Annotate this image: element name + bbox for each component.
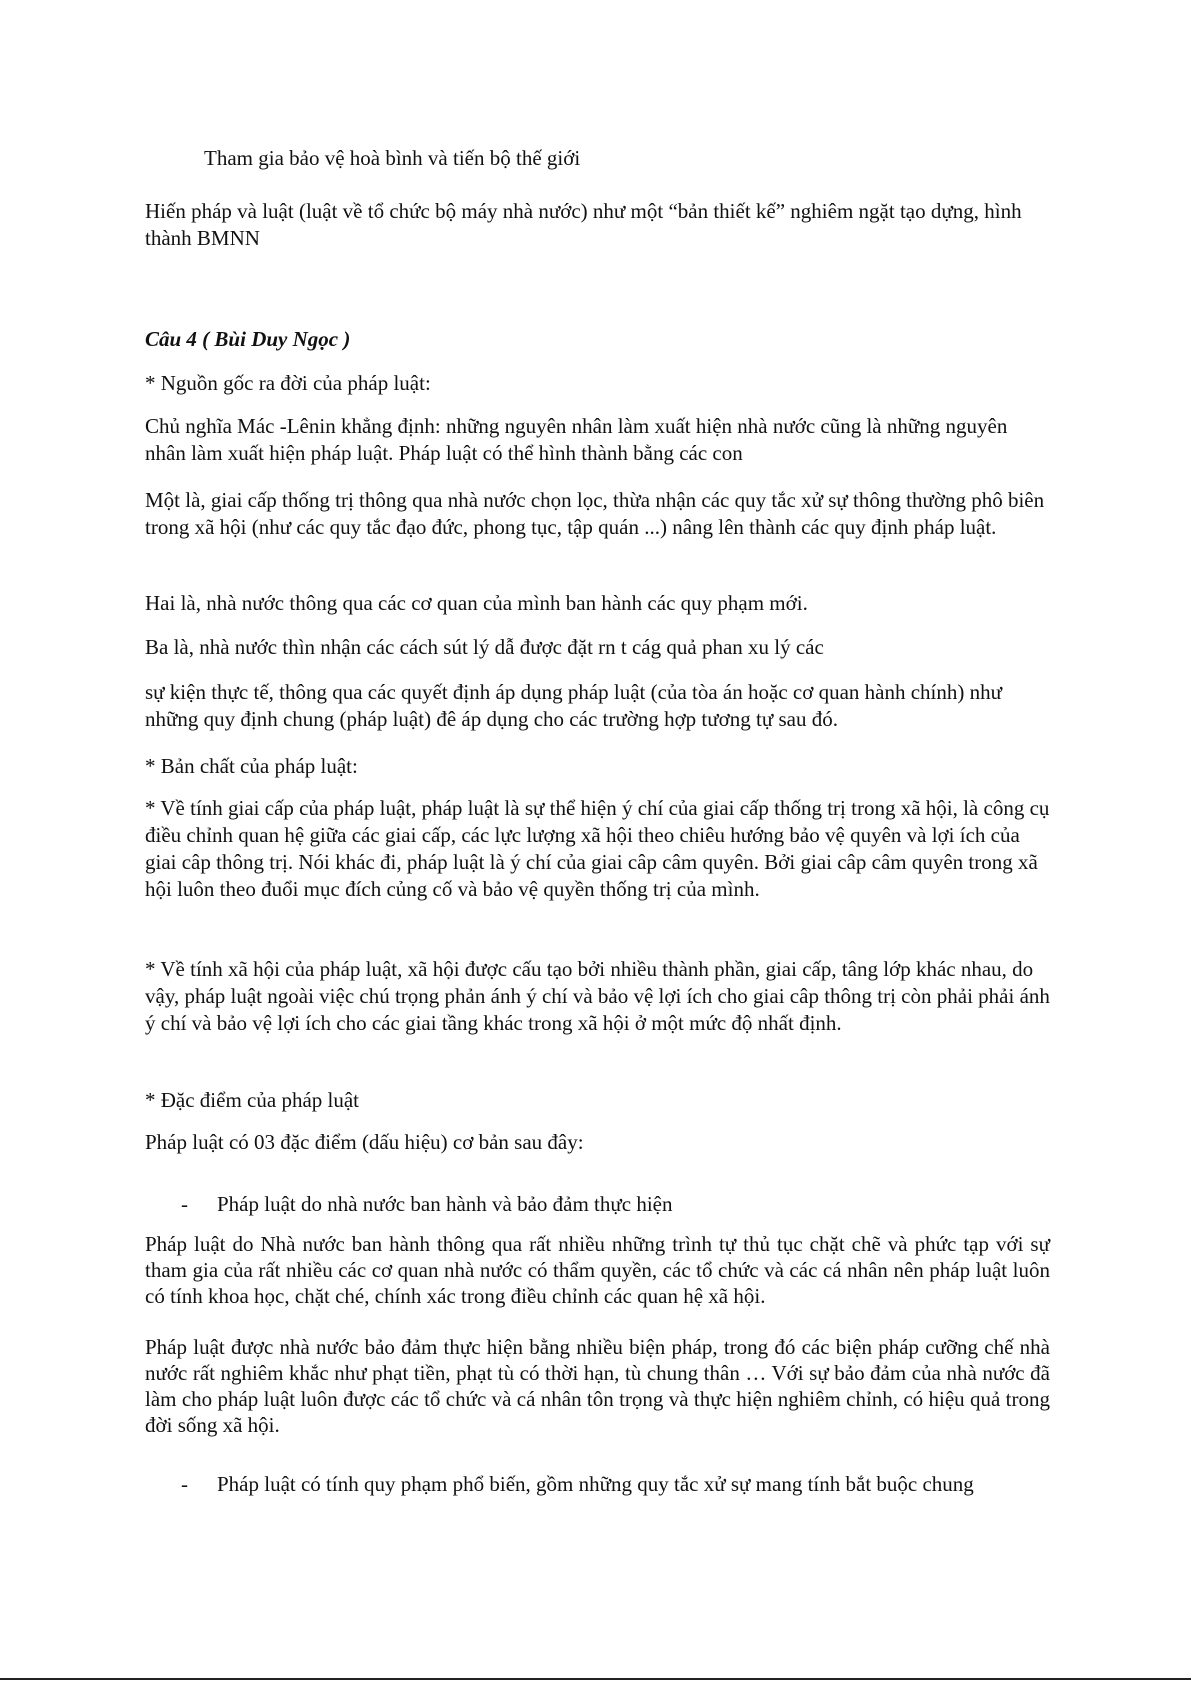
bullet-dash: - <box>181 1192 188 1216</box>
way-two-paragraph: Hai là, nhà nước thông qua các cơ quan của mình ban hành các quy phạm mới. <box>145 591 808 615</box>
bullet-text: Pháp luật do nhà nước ban hành và bảo đảm thực hiện <box>217 1192 673 1216</box>
constitution-paragraph: Hiến pháp và luật (luật về tổ chức bộ máy nhà nước) như một “bản thiết kế” nghiêm ngặt tạo dựng, hình thành BMNN <box>145 199 1022 250</box>
bullet-one-paragraph-a: Pháp luật do Nhà nước ban hành thông qua rất nhiều những trình tự thủ tục chặt chẽ và phức tạp với sự tham gia của rất nhiều các cơ quan nhà nước có thẩm quyền, các tổ chức và các cá nhân nên pháp luật luôn có tính khoa học, chặt ché, chính xác trong điều chỉnh các quan hệ xã hội. <box>145 1232 1050 1308</box>
way-one-paragraph: Một là, giai cấp thống trị thông qua nhà nước chọn lọc, thừa nhận các quy tắc xử sự thông thường phô biên trong xã hội (như các quy tắc đạo đức, phong tục, tập quán ...) nâng lên thành các quy định pháp luật. <box>145 488 1045 539</box>
features-intro: Pháp luật có 03 đặc điểm (dấu hiệu) cơ bản sau đây: <box>145 1130 584 1154</box>
bullet-dash: - <box>181 1472 188 1496</box>
bullet-one-paragraph-b: Pháp luật được nhà nước bảo đảm thực hiện bằng nhiều biện pháp, trong đó các biện pháp cưỡng chế nhà nước rất nghiêm khắc như phạt tiền, phạt tù có thời hạn, tù chung thân … Với sự bảo đảm của nhà nước đã làm cho pháp luật luôn được các tổ chức và cá nhân tôn trọng và thực hiện nghiêm chỉnh, có hiệu quả trong đời sống xã hội. <box>145 1335 1050 1437</box>
way-three-paragraph: Ba là, nhà nước thìn nhận các cách sút lý dẫ được đặt rn t cág quả phan xu lý các <box>145 635 824 659</box>
page-bottom-rule <box>0 1678 1191 1680</box>
origin-paragraph: Chủ nghĩa Mác -Lênin khẳng định: những nguyên nhân làm xuất hiện nhà nước cũng là những nguyên nhân làm xuất hiện pháp luật. Pháp luật có thể hình thành bằng các con <box>145 414 1008 465</box>
features-heading: * Đặc điểm của pháp luật <box>145 1088 359 1112</box>
way-three-continuation: sự kiện thực tế, thông qua các quyết định áp dụng pháp luật (của tòa án hoặc cơ quan hành chính) như những quy định chung (pháp luật) đê áp dụng cho các trường hợp tương tự sau đó. <box>145 680 1002 731</box>
intro-line: Tham gia bảo vệ hoà bình và tiến bộ thế giới <box>204 146 581 170</box>
nature-heading: * Bản chất của pháp luật: <box>145 754 358 778</box>
class-nature-paragraph: * Về tính giai cấp của pháp luật, pháp luật là sự thể hiện ý chí của giai cấp thống trị trong xã hội, là công cụ điều chỉnh quan hệ giữa các giai cấp, các lực lượng xã hội theo chiêu hướng bảo vệ quyên và lợi ích của giai câp thông trị. Nói khác đi, pháp luật là ý chí của giai câp câm quyên. Bởi giai câp câm quyên trong xã hội luôn theo đuổi mục đích củng cố và bảo vệ quyền thống trị của mình. <box>145 796 1050 901</box>
social-nature-paragraph: * Về tính xã hội của pháp luật, xã hội được cấu tạo bởi nhiều thành phần, giai cấp, tâng lớp khác nhau, do vậy, pháp luật ngoài việc chú trọng phản ánh ý chí và bảo vệ lợi ích cho giai câp thông trị còn phải phải ánh ý chí và bảo vệ lợi ích cho các giai tầng khác trong xã hội ở một mức độ nhất định. <box>145 957 1050 1035</box>
origin-heading: * Nguồn gốc ra đời của pháp luật: <box>145 371 431 395</box>
bullet-text: Pháp luật có tính quy phạm phổ biến, gồm những quy tắc xử sự mang tính bắt buộc chung <box>217 1472 974 1496</box>
section-heading: Câu 4 ( Bùi Duy Ngọc ) <box>145 327 351 351</box>
